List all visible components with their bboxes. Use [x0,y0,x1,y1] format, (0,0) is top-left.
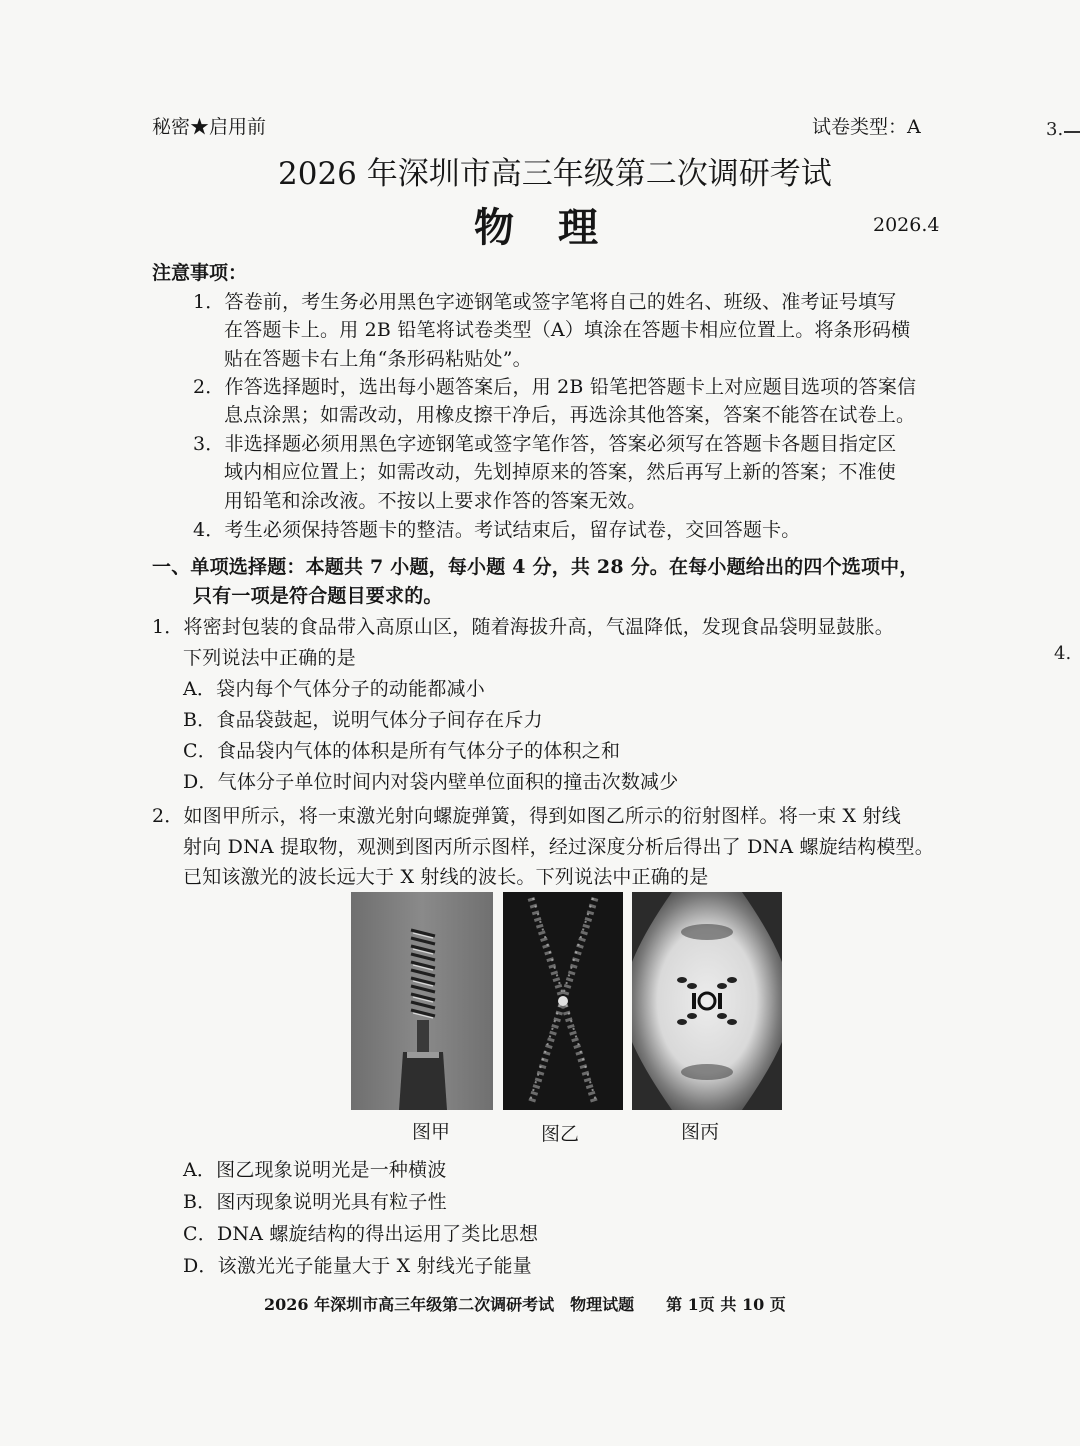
secret-label: 秘密★启用前 [152,116,267,138]
figure-xray-pattern [632,892,782,1110]
q1-option-d: D．气体分子单位时间内对袋内壁单位面积的撞击次数减少 [183,771,679,793]
q2-option-d: D．该激光光子能量大于 X 射线光子能量 [183,1255,532,1277]
figure-spring-photo [351,892,493,1110]
figure-caption-yi: 图乙 [541,1123,580,1145]
section-heading-cont: 只有一项是符合题目要求的。 [193,585,443,607]
q2-stem: 2．如图甲所示，将一束激光射向螺旋弹簧，得到如图乙所示的衍射图样。将一束 X 射线 [152,805,901,827]
section-heading: 一、单项选择题：本题共 7 小题，每小题 4 分，共 28 分。在每小题给出的四个选项中， [152,556,919,578]
q2-stem-cont2: 已知该激光的波长远大于 X 射线的波长。下列说法中正确的是 [183,866,709,888]
q2-option-c: C．DNA 螺旋结构的得出运用了类比思想 [183,1223,539,1245]
q2-option-a: A．图乙现象说明光是一种横波 [183,1159,447,1181]
notice-line: 1．答卷前，考生务必用黑色字迹钢笔或签字笔将自己的姓名、班级、准考证号填写 [193,291,897,313]
q1-stem-cont: 下列说法中正确的是 [183,647,356,669]
q1-option-b: B．食品袋鼓起，说明气体分子间存在斥力 [183,709,543,731]
notice-line: 域内相应位置上；如需改动，先划掉原来的答案，然后再写上新的答案；不准使 [224,461,897,483]
notice-line: 2．作答选择题时，选出每小题答案后，用 2B 铅笔把答题卡上对应题目选项的答案信 [193,376,917,398]
notice-line: 贴在答题卡右上角“条形码粘贴处”。 [224,348,532,370]
next-page-question-number: 3. [1046,119,1064,140]
notice-heading: 注意事项： [152,262,248,284]
notice-line: 息点涂黑；如需改动，用橡皮擦干净后，再选涂其他答案，答案不能答在试卷上。 [224,404,916,426]
q2-stem-cont: 射向 DNA 提取物，观测到图丙所示图样，经过深度分析后得出了 DNA 螺旋结构模型。 [183,836,934,858]
exam-title: 2026 年深圳市高三年级第二次调研考试 [278,156,832,192]
page-footer: 2026 年深圳市高三年级第二次调研考试 物理试题 第 1页 共 10 页 [264,1295,786,1314]
notice-line: 用铅笔和涂改液。不按以上要求作答的答案无效。 [224,490,647,512]
figure-caption-jia: 图甲 [412,1121,451,1143]
paper-type-label: 试卷类型：A [812,116,921,138]
notice-line: 3．非选择题必须用黑色字迹钢笔或签字笔作答，答案必须写在答题卡各题目指定区 [193,433,897,455]
q1-option-a: A．袋内每个气体分子的动能都减小 [183,678,485,700]
notice-line: 在答题卡上。用 2B 铅笔将试卷类型（A）填涂在答题卡相应位置上。将条形码横 [224,319,911,341]
figure-caption-bing: 图丙 [681,1121,720,1143]
figure-diffraction-pattern [503,892,623,1110]
q1-stem: 1．将密封包装的食品带入高原山区，随着海拔升高，气温降低，发现食品袋明显鼓胀。 [152,616,894,638]
next-page-dash [1064,131,1080,133]
q1-option-c: C．食品袋内气体的体积是所有气体分子的体积之和 [183,740,621,762]
notice-line: 4．考生必须保持答题卡的整洁。考试结束后，留存试卷，交回答题卡。 [193,519,801,541]
next-page-question-number: 4. [1054,643,1072,664]
exam-date: 2026.4 [873,214,940,236]
subject-title: 物 理 [474,204,600,251]
q2-option-b: B．图丙现象说明光具有粒子性 [183,1191,447,1213]
